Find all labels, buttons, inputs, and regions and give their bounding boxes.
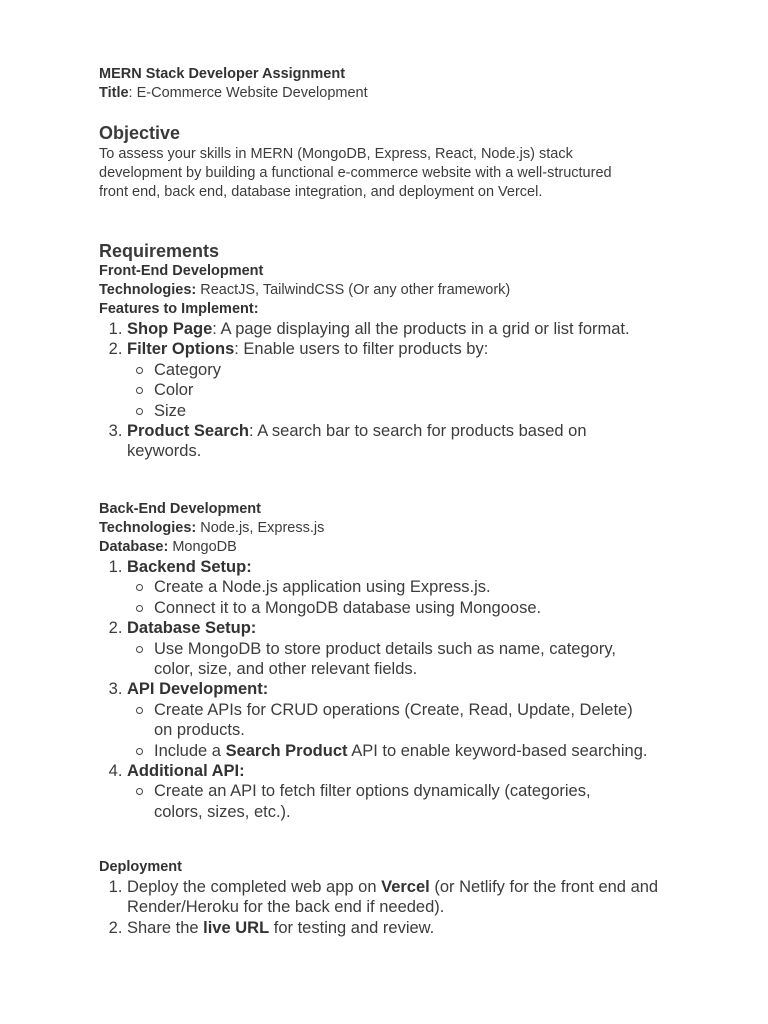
- database-value: MongoDB: [168, 539, 237, 555]
- list-item-text: : Enable users to filter products by:: [234, 340, 489, 359]
- frontend-feature-list: [99, 319, 697, 462]
- backend-section: [99, 500, 699, 822]
- features-label: Features to Implement:: [99, 301, 259, 317]
- list-item-text: : A page displaying all the products in a grid or list format.: [212, 320, 630, 338]
- title-value: : E-Commerce Website Development: [128, 85, 368, 101]
- deployment-list: [99, 877, 697, 938]
- list-item: [127, 618, 707, 679]
- objective-section: [99, 122, 639, 202]
- list-item: [127, 319, 697, 339]
- frontend-heading: Front-End Development: [99, 263, 264, 279]
- api-development-sublist: [127, 700, 707, 761]
- list-item-text: Deploy the completed web app on: [127, 878, 382, 896]
- sub-list-item: [154, 741, 707, 761]
- deployment-section: [99, 858, 699, 938]
- sub-item-text: Include a: [154, 741, 226, 760]
- backend-setup-label: Backend Setup:: [127, 558, 252, 576]
- backend-meta: [99, 500, 699, 557]
- frontend-tech-value: ReactJS, TailwindCSS (Or any other framework): [196, 282, 511, 298]
- filter-options-label: Filter Options: [127, 340, 235, 359]
- sub-list-item: Create APIs for CRUD operations (Create, Read, Update, Delete) on products.: [154, 700, 654, 741]
- sub-list-item: Create a Node.js application using Express.js.: [154, 577, 707, 597]
- sub-list-item: Use MongoDB to store product details such as name, category, color, size, and other relevant fields.: [154, 639, 644, 680]
- list-item-text: : A search bar to search for products based on keywords.: [127, 422, 587, 461]
- backend-list: [99, 557, 707, 822]
- backend-heading: Back-End Development: [99, 501, 261, 517]
- list-item: [127, 761, 707, 822]
- deployment-heading: Deployment: [99, 859, 182, 875]
- list-item-text: Share the: [127, 918, 204, 937]
- list-item: [127, 679, 707, 761]
- backend-tech-label: Technologies:: [99, 520, 197, 536]
- sub-list-item: Create an API to fetch filter options dynamically (categories, colors, sizes, etc.).: [154, 781, 634, 822]
- title-line: [99, 84, 699, 103]
- list-item: [127, 421, 617, 462]
- list-item: [127, 877, 697, 918]
- assignment-title: MERN Stack Developer Assignment: [99, 66, 346, 82]
- database-setup-label: Database Setup:: [127, 619, 257, 638]
- additional-api-label: Additional API:: [127, 762, 245, 781]
- list-item: [127, 339, 697, 421]
- list-item: [127, 918, 697, 938]
- frontend-meta: [99, 262, 699, 319]
- frontend-tech-label: Technologies:: [99, 282, 197, 298]
- sub-list-item: Color: [154, 380, 697, 400]
- filter-sublist: [127, 360, 697, 421]
- list-item-text: for testing and review.: [269, 918, 435, 937]
- api-development-label: API Development:: [127, 680, 269, 699]
- sub-list-item: Size: [154, 401, 697, 421]
- objective-text: To assess your skills in MERN (MongoDB, Express, React, Node.js) stack development by building a functional e-commerce website with a well-structured front end, back end, database integration, and deployment on Vercel.: [99, 146, 612, 200]
- title-label: Title: [99, 85, 129, 101]
- list-item-text: (or Netlify for the front end and Render/Heroku for the back end if needed).: [127, 878, 659, 917]
- list-item: [127, 557, 707, 618]
- vercel-label: Vercel: [381, 878, 430, 896]
- product-search-label: Product Search: [127, 422, 249, 441]
- backend-setup-sublist: [127, 577, 707, 618]
- database-setup-sublist: [127, 639, 644, 680]
- search-product-label: Search Product: [225, 741, 348, 760]
- backend-tech-value: Node.js, Express.js: [196, 520, 325, 536]
- objective-heading: Objective: [99, 123, 181, 143]
- additional-api-sublist: [127, 781, 634, 822]
- document-header: [99, 65, 699, 103]
- sub-item-text: API to enable keyword-based searching.: [347, 741, 648, 760]
- requirements-heading: Requirements: [99, 241, 220, 261]
- database-label: Database:: [99, 539, 169, 555]
- requirements-section: [99, 240, 699, 462]
- live-url-label: live URL: [203, 918, 270, 937]
- sub-list-item: Connect it to a MongoDB database using Mongoose.: [154, 598, 707, 618]
- sub-list-item: Category: [154, 360, 697, 380]
- shop-page-label: Shop Page: [127, 320, 213, 338]
